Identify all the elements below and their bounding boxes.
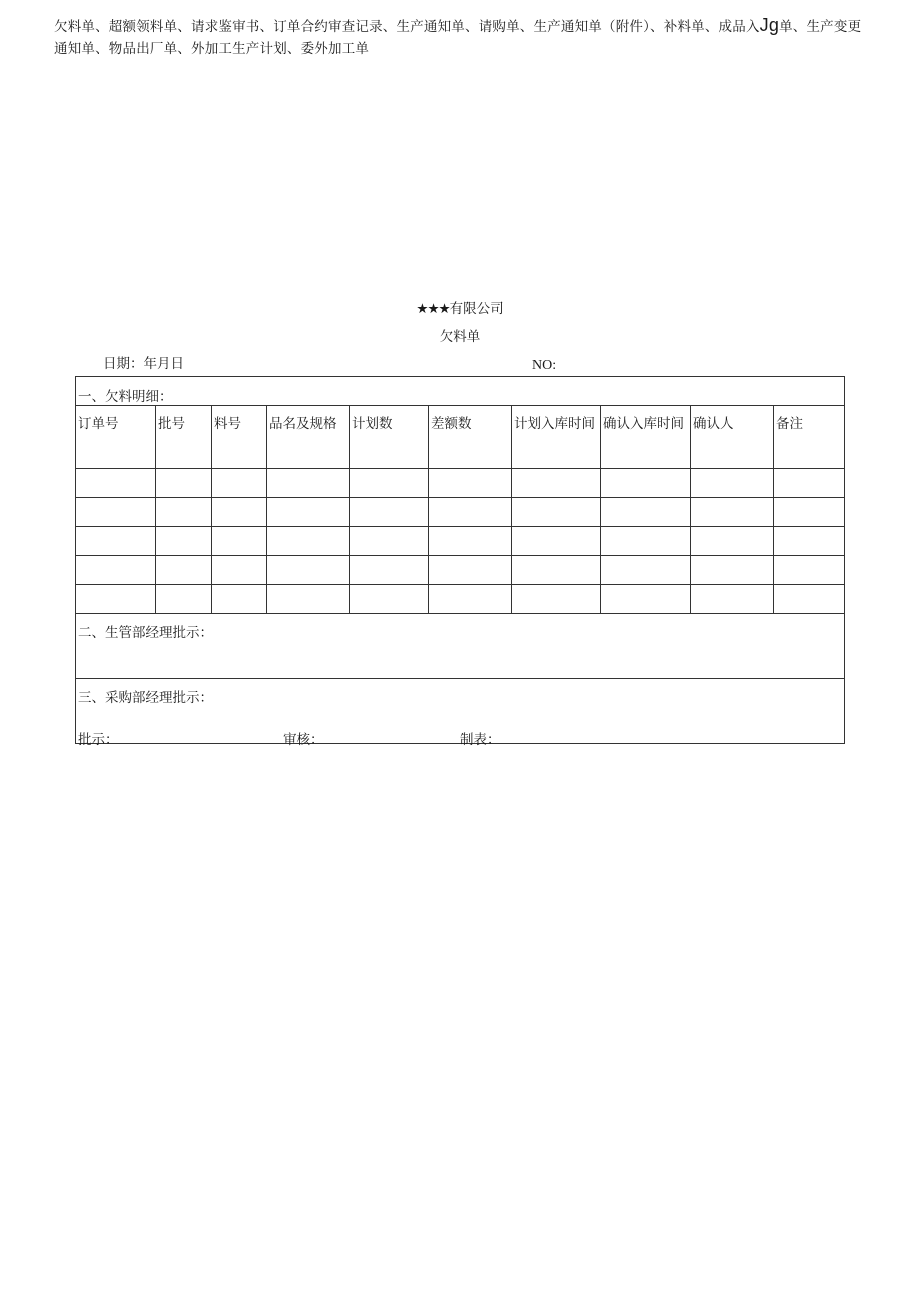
table-cell[interactable] [267,498,350,527]
table-cell[interactable] [156,585,212,614]
table-cell[interactable] [350,469,429,498]
column-header: 确认人 [691,406,774,469]
table-cell[interactable] [350,556,429,585]
intro-part-2: 单、生产变更通知单、物品出厂单、外加工生产计划、委外加工单 [54,19,862,57]
section-2-production-manager[interactable]: 二、生管部经理批示： [76,614,845,679]
table-cell[interactable] [267,527,350,556]
table-row [76,556,845,585]
table-row [76,498,845,527]
table-cell[interactable] [267,469,350,498]
table-cell[interactable] [76,527,156,556]
table-row [76,585,845,614]
table-cell[interactable] [512,498,601,527]
column-header: 计划数 [350,406,429,469]
table-cell[interactable] [350,585,429,614]
table-cell[interactable] [429,556,512,585]
table-cell[interactable] [156,556,212,585]
no-label: NO: [532,358,557,373]
column-header: 品名及规格 [267,406,350,469]
column-header: 料号 [212,406,267,469]
table-cell[interactable] [212,556,267,585]
table-cell[interactable] [76,498,156,527]
table-cell[interactable] [156,527,212,556]
table-cell[interactable] [512,585,601,614]
date-label: 日期：年月日 [103,356,184,372]
table-cell[interactable] [156,469,212,498]
table-cell[interactable] [350,527,429,556]
table-cell[interactable] [512,527,601,556]
footer-approve-label: 批示： [78,732,119,748]
intro-big-text: Jg [759,15,780,35]
table-cell[interactable] [601,527,691,556]
section-3-purchasing-manager[interactable]: 三、采购部经理批示： [76,679,845,744]
column-header: 确认入库时间 [601,406,691,469]
company-name-text: 有限公司 [449,301,504,317]
table-cell[interactable] [212,498,267,527]
table-cell[interactable] [691,469,774,498]
column-header: 备注 [774,406,845,469]
shortage-form-table [75,376,845,744]
table-cell[interactable] [774,527,845,556]
column-header: 计划入库时间 [512,406,601,469]
table-cell[interactable] [429,498,512,527]
company-stars: ★★★ [416,301,450,317]
intro-text [54,14,870,60]
table-cell[interactable] [429,585,512,614]
table-cell[interactable] [774,556,845,585]
form-title: 欠料单 [439,329,481,345]
table-cell[interactable] [267,585,350,614]
column-header: 批号 [156,406,212,469]
table-cell[interactable] [601,498,691,527]
table-cell[interactable] [601,556,691,585]
section-1-label: 一、欠料明细： [76,377,845,406]
table-cell[interactable] [691,556,774,585]
table-cell[interactable] [691,585,774,614]
table-cell[interactable] [774,498,845,527]
intro-part-1: 欠料单、超额领料单、请求鉴审书、订单合约审查记录、生产通知单、请购单、生产通知单（附件）、补料单、成品入 [54,19,760,35]
table-cell[interactable] [76,469,156,498]
table-cell[interactable] [429,469,512,498]
table-cell[interactable] [429,527,512,556]
column-header: 差额数 [429,406,512,469]
table-cell[interactable] [512,556,601,585]
column-header: 订单号 [76,406,156,469]
table-cell[interactable] [76,585,156,614]
table-cell[interactable] [601,469,691,498]
table-cell[interactable] [691,527,774,556]
table-cell[interactable] [601,585,691,614]
table-header-row [76,406,845,469]
table-cell[interactable] [76,556,156,585]
table-row [76,527,845,556]
table-cell[interactable] [156,498,212,527]
table-row [76,469,845,498]
table-cell[interactable] [212,585,267,614]
footer-prepare-label: 制表： [460,732,501,748]
footer-review-label: 审核： [283,732,324,748]
company-name [0,297,920,317]
table-cell[interactable] [267,556,350,585]
table-cell[interactable] [512,469,601,498]
table-cell[interactable] [212,469,267,498]
table-cell[interactable] [212,527,267,556]
table-cell[interactable] [691,498,774,527]
table-cell[interactable] [350,498,429,527]
table-cell[interactable] [774,469,845,498]
table-cell[interactable] [774,585,845,614]
